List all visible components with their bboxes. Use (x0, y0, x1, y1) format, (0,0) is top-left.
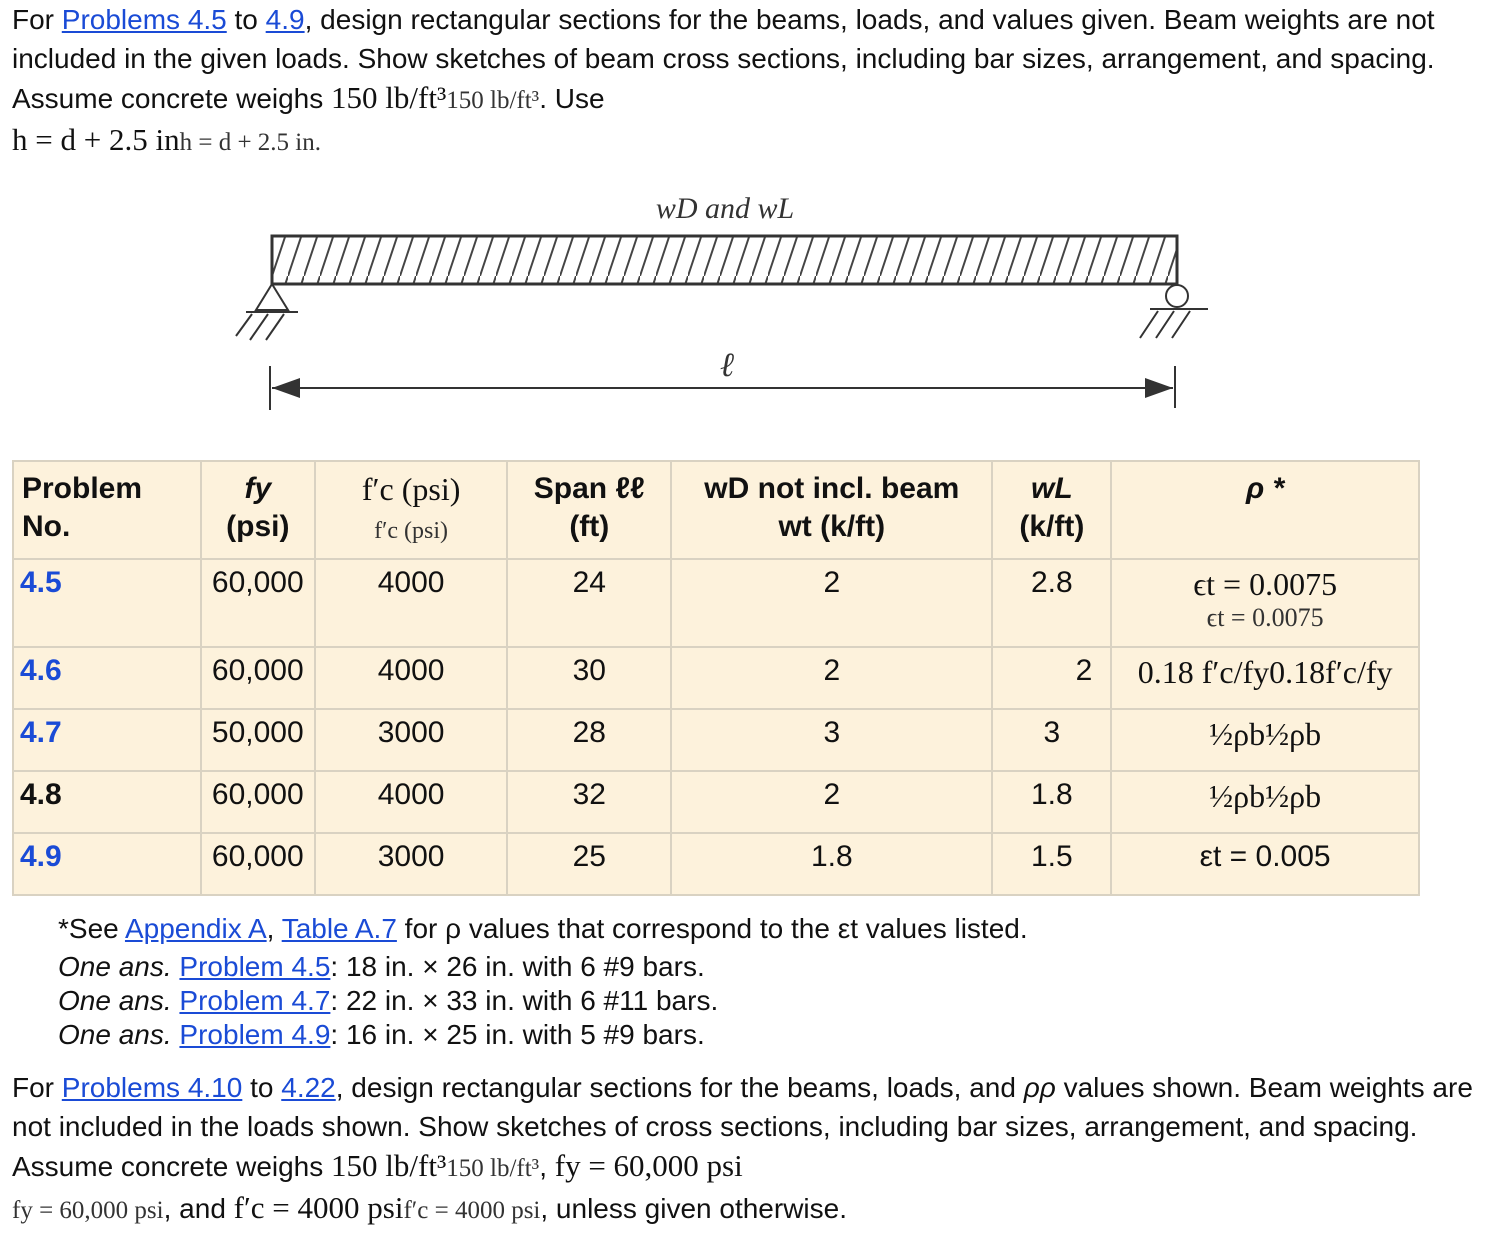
header-wd: wD not incl. beam wt (k/ft) (671, 461, 992, 559)
table-row (13, 833, 1419, 895)
table-notes (58, 912, 1028, 1052)
outro-math-density: 150 lb/ft³ (331, 1148, 447, 1183)
cell-fy: 60,000 (201, 771, 315, 833)
pin-support (236, 284, 298, 340)
cell-fc: 3000 (315, 833, 508, 895)
outro-math-fy-alt: fy = 60,000 psi (12, 1197, 164, 1224)
cell-span: 25 (507, 833, 671, 895)
cell-fc: 4000 (315, 771, 508, 833)
link-problems-4-5[interactable]: Problems 4.5 (61, 4, 227, 35)
load-label: wD and wL (655, 192, 795, 225)
cell-fy: 50,000 (201, 709, 315, 771)
link-answer-problem-4-7[interactable]: Problem 4.7 (179, 985, 331, 1016)
cell-span: 24 (507, 559, 671, 647)
link-answer-problem-4-9[interactable]: Problem 4.9 (179, 1019, 331, 1050)
math-h-equation-alt: h = d + 2.5 in. (179, 129, 321, 156)
math-h-equation: h = d + 2.5 in (12, 122, 180, 157)
outro-sep-1: , (539, 1151, 555, 1182)
span-label: ℓ (719, 347, 735, 384)
distributed-load-block (272, 236, 1177, 284)
cell-span: 28 (507, 709, 671, 771)
link-problem-4-22[interactable]: 4.22 (281, 1072, 336, 1103)
header-fc: f′c (psi) f′c (psi) (315, 461, 508, 559)
cell-problem[interactable]: 4.6 (13, 647, 201, 709)
table-row (13, 771, 1419, 833)
cell-fc: 3000 (315, 709, 508, 771)
cell-wd: 2 (671, 559, 992, 647)
roller-support (1140, 285, 1208, 338)
cell-wl: 2 (992, 647, 1111, 709)
math-density: 150 lb/ft³ (331, 80, 447, 115)
outro-math-fc: f′c = 4000 psi (233, 1190, 404, 1225)
table-row (13, 559, 1419, 647)
note-text-post: for ρ values that correspond to the εt values listed. (396, 913, 1028, 944)
header-fy: fy (psi) (201, 461, 315, 559)
table-row (13, 647, 1419, 709)
cell-rho: εt = 0.005 (1111, 833, 1419, 895)
cell-problem: 4.8 (13, 771, 201, 833)
intro-text-3: , design rectangular sections for the beams, loads, and values given. Beam weights are not included in the given loads. Show sketches of beam cross sections, including bar sizes, arrangement, and spacing. Assume concrete weighs (12, 4, 1435, 114)
cell-wl: 1.5 (992, 833, 1111, 895)
cell-problem[interactable]: 4.5 (13, 559, 201, 647)
cell-wd: 1.8 (671, 833, 992, 895)
cell-fc: 4000 (315, 647, 508, 709)
cell-rho: ½ρb½ρb (1111, 771, 1419, 833)
header-rho: ρ * (1111, 461, 1419, 559)
cell-span: 30 (507, 647, 671, 709)
design-table (12, 460, 1420, 896)
outro-math-density-alt: 150 lb/ft³ (446, 1155, 540, 1182)
link-table-a7[interactable]: Table A.7 (281, 913, 397, 944)
cell-problem[interactable]: 4.7 (13, 709, 201, 771)
outro-text-3: , design rectangular sections for the beams, loads, and (335, 1072, 1024, 1103)
outro-rho: ρρ (1023, 1072, 1056, 1103)
cell-rho: ½ρb½ρb (1111, 709, 1419, 771)
cell-wd: 3 (671, 709, 992, 771)
link-appendix-a[interactable]: Appendix A (124, 913, 267, 944)
outro-text-2: to (242, 1072, 282, 1103)
intro-text-1: For (12, 4, 62, 35)
cell-fy: 60,000 (201, 559, 315, 647)
outro-text-4: values shown. Beam weights are not included in the loads shown. Show sketches of cross sections, including bar sizes, arrangement, and spacing. Assume concrete weighs (12, 1072, 1473, 1182)
cell-problem[interactable]: 4.9 (13, 833, 201, 895)
outro-text-1: For (12, 1072, 62, 1103)
header-wl: wL (k/ft) (992, 461, 1111, 559)
header-problem: Problem No. (13, 461, 201, 559)
beam-diagram (0, 180, 1510, 420)
answer-line: One ans. Problem 4.7: 22 in. × 33 in. with 6 #11 bars. (58, 985, 719, 1016)
cell-wl: 3 (992, 709, 1111, 771)
cell-wd: 2 (671, 771, 992, 833)
link-problem-4-9[interactable]: 4.9 (265, 4, 305, 35)
outro-math-fc-alt: f′c = 4000 psi (403, 1197, 541, 1224)
answer-line: One ans. Problem 4.9: 16 in. × 25 in. with 5 #9 bars. (58, 1019, 705, 1050)
cell-wl: 2.8 (992, 559, 1111, 647)
intro-text-2: to (226, 4, 266, 35)
cell-wl: 1.8 (992, 771, 1111, 833)
cell-fc: 4000 (315, 559, 508, 647)
link-problems-4-10[interactable]: Problems 4.10 (61, 1072, 243, 1103)
cell-fy: 60,000 (201, 833, 315, 895)
link-answer-problem-4-5[interactable]: Problem 4.5 (179, 951, 331, 982)
table-row (13, 709, 1419, 771)
outro-text-5: , unless given otherwise. (540, 1193, 847, 1224)
intro-text-4: . Use (539, 83, 605, 114)
table-header-row (13, 461, 1419, 559)
outro-paragraph (12, 1068, 1492, 1230)
note-text-pre: *See (58, 913, 125, 944)
outro-math-fy: fy = 60,000 psi (554, 1148, 743, 1183)
math-density-alt: 150 lb/ft³ (446, 87, 540, 114)
cell-rho: ϵt = 0.0075 ϵt = 0.0075 (1111, 559, 1419, 647)
outro-sep-2: , and (163, 1193, 234, 1224)
intro-paragraph (12, 0, 1492, 162)
answer-line: One ans. Problem 4.5: 18 in. × 26 in. with 6 #9 bars. (58, 951, 705, 982)
cell-span: 32 (507, 771, 671, 833)
cell-wd: 2 (671, 647, 992, 709)
header-span: Span ℓℓ (ft) (507, 461, 671, 559)
note-comma: , (266, 913, 282, 944)
cell-fy: 60,000 (201, 647, 315, 709)
cell-rho: 0.18 f′c/fy0.18f′c/fy (1111, 647, 1419, 709)
